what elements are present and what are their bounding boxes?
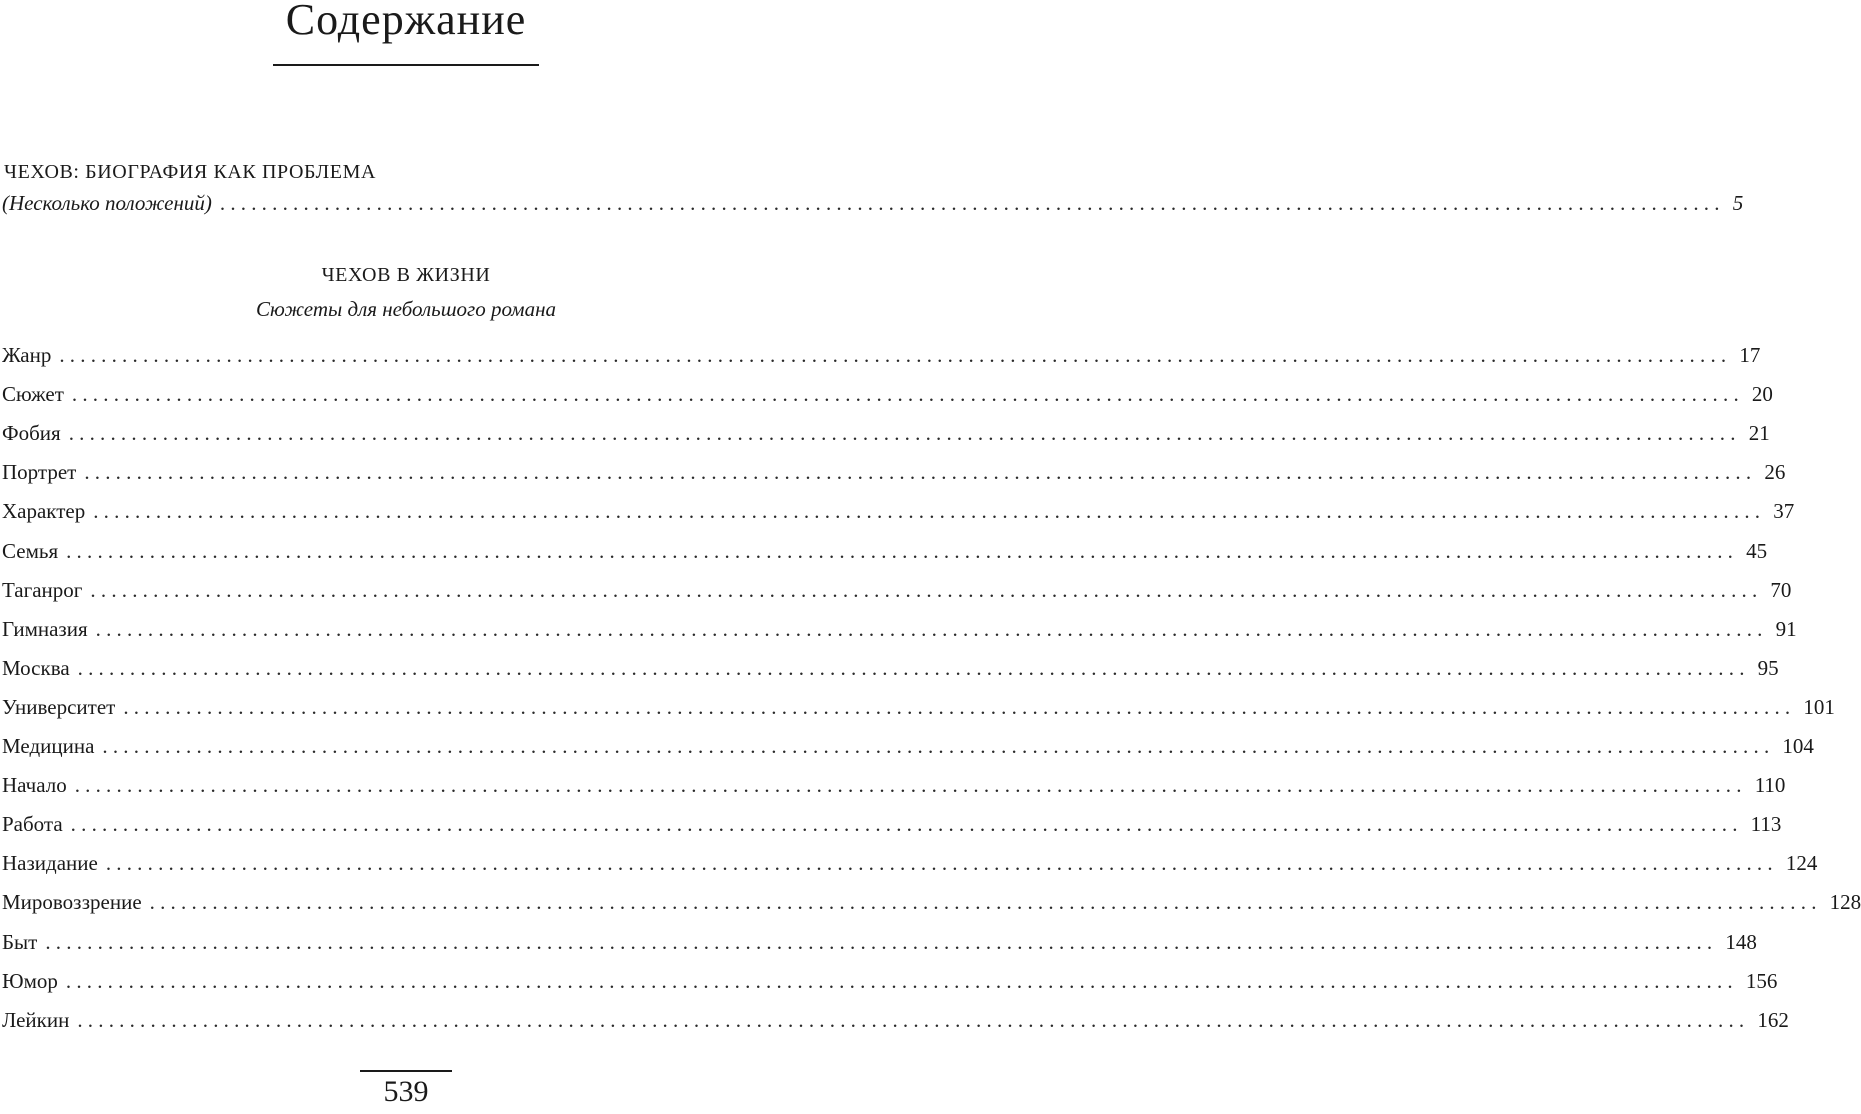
toc-entry-label: Медицина (2, 734, 95, 758)
dot-leader: ................................................................................................................................................................ (123, 694, 1796, 719)
toc-entry[interactable] (2, 575, 1792, 605)
dot-leader: ................................................................................................................................................................ (102, 734, 1775, 758)
dot-leader: ................................................................................................................................................................ (59, 343, 1732, 367)
dot-leader: ................................................................................................................................................................ (68, 421, 1741, 446)
toc-entry-page: 101 (1803, 694, 1835, 719)
toc-entry-label: Юмор (2, 968, 58, 993)
toc-entry[interactable] (2, 457, 1786, 487)
dot-leader: ................................................................................................................................................................ (70, 812, 1743, 837)
toc-entry-label: Фобия (2, 421, 61, 446)
toc-entry[interactable] (2, 887, 1861, 917)
toc-entry-page: 124 (1785, 851, 1818, 876)
page-number: 539 (383, 1075, 429, 1108)
toc-entry[interactable] (2, 496, 1795, 526)
toc-entry-label: Университет (2, 694, 116, 719)
toc-entry-label: Москва (2, 655, 70, 680)
toc-entry-page: 104 (1782, 734, 1814, 758)
toc-entry-page: 156 (1745, 968, 1778, 993)
part-heading: ЧЕХОВ В ЖИЗНИ (321, 264, 491, 286)
toc-entry-page: 5 (1732, 191, 1744, 215)
toc-entry[interactable] (2, 927, 1757, 957)
dot-leader: ................................................................................................................................................................ (84, 460, 1757, 485)
part-subheading: Сюжеты для небольшого романа (255, 297, 557, 321)
toc-entry-label: Быт (2, 929, 38, 954)
toc-entry-label: Таганрог (2, 577, 83, 602)
toc-entry-page: 148 (1725, 929, 1757, 954)
dot-leader: ................................................................................................................................................................ (74, 773, 1747, 798)
dot-leader: ................................................................................................................................................................ (66, 538, 1739, 563)
toc-entry-label: Назидание (2, 851, 98, 876)
toc-entry[interactable] (2, 653, 1779, 683)
toc-entry-label: Сюжет (2, 382, 64, 407)
toc-entry-page: 20 (1751, 382, 1773, 407)
footer-divider (360, 1070, 452, 1072)
toc-entry-page: 95 (1757, 655, 1779, 680)
page-title: Содержание (285, 0, 527, 44)
toc-entry-label: (Несколько положений) (2, 191, 212, 215)
toc-entry[interactable] (2, 379, 1773, 409)
toc-entry[interactable] (2, 966, 1778, 996)
dot-leader: ................................................................................................................................................................ (77, 655, 1750, 680)
toc-entry[interactable] (2, 848, 1818, 878)
toc-entry-label: Характер (2, 499, 86, 524)
dot-leader: ................................................................................................................................................................ (95, 616, 1768, 641)
intro-section-heading: ЧЕХОВ: БИОГРАФИЯ КАК ПРОБЛЕМА (4, 161, 377, 183)
toc-entry[interactable] (2, 809, 1782, 839)
dot-leader: ................................................................................................................................................................ (105, 851, 1778, 876)
title-underline-divider (273, 64, 539, 66)
toc-entry[interactable] (2, 1005, 1789, 1035)
toc-entry-page: 128 (1829, 890, 1861, 915)
toc-entry-page: 17 (1739, 343, 1761, 367)
toc-entry-label: Жанр (2, 343, 52, 367)
toc-entry-label: Мировоззрение (2, 890, 142, 915)
toc-entry-page: 37 (1773, 499, 1795, 524)
dot-leader: ................................................................................................................................................................ (77, 1007, 1750, 1032)
toc-entry[interactable] (2, 418, 1770, 448)
toc-entry-page: 113 (1750, 812, 1782, 837)
toc-entry-page: 110 (1754, 773, 1786, 798)
toc-entry-page: 162 (1757, 1007, 1789, 1032)
toc-entry-page: 26 (1764, 460, 1786, 485)
dot-leader: ................................................................................................................................................................ (65, 968, 1738, 993)
toc-entry-label: Семья (2, 538, 59, 563)
toc-entry-page: 70 (1770, 577, 1792, 602)
dot-leader: ................................................................................................................................................................ (45, 929, 1718, 954)
toc-entry-label: Гимназия (2, 616, 88, 641)
toc-entry[interactable] (2, 692, 1835, 722)
toc-entry-page: 21 (1748, 421, 1770, 446)
toc-entry-label: Начало (2, 773, 67, 798)
toc-entry-label: Портрет (2, 460, 77, 485)
dot-leader: ................................................................................................................................................................ (93, 499, 1766, 524)
toc-entry[interactable] (2, 614, 1797, 644)
toc-entry-label: Лейкин (2, 1007, 70, 1032)
toc-entry-page: 91 (1775, 616, 1797, 641)
toc-entry[interactable] (2, 536, 1768, 566)
toc-entry-page: 45 (1746, 538, 1768, 563)
dot-leader: ................................................................................................................................................................ (90, 577, 1763, 602)
dot-leader: ................................................................................................................................................ (219, 191, 1725, 215)
toc-entry[interactable] (2, 340, 1761, 370)
toc-entry[interactable] (2, 731, 1814, 761)
dot-leader: ................................................................................................................................................................ (71, 382, 1744, 407)
toc-entry-intro[interactable] (2, 188, 1744, 218)
toc-entry-label: Работа (2, 812, 63, 837)
toc-entry[interactable] (2, 770, 1786, 800)
dot-leader: ................................................................................................................................................................ (149, 890, 1822, 915)
